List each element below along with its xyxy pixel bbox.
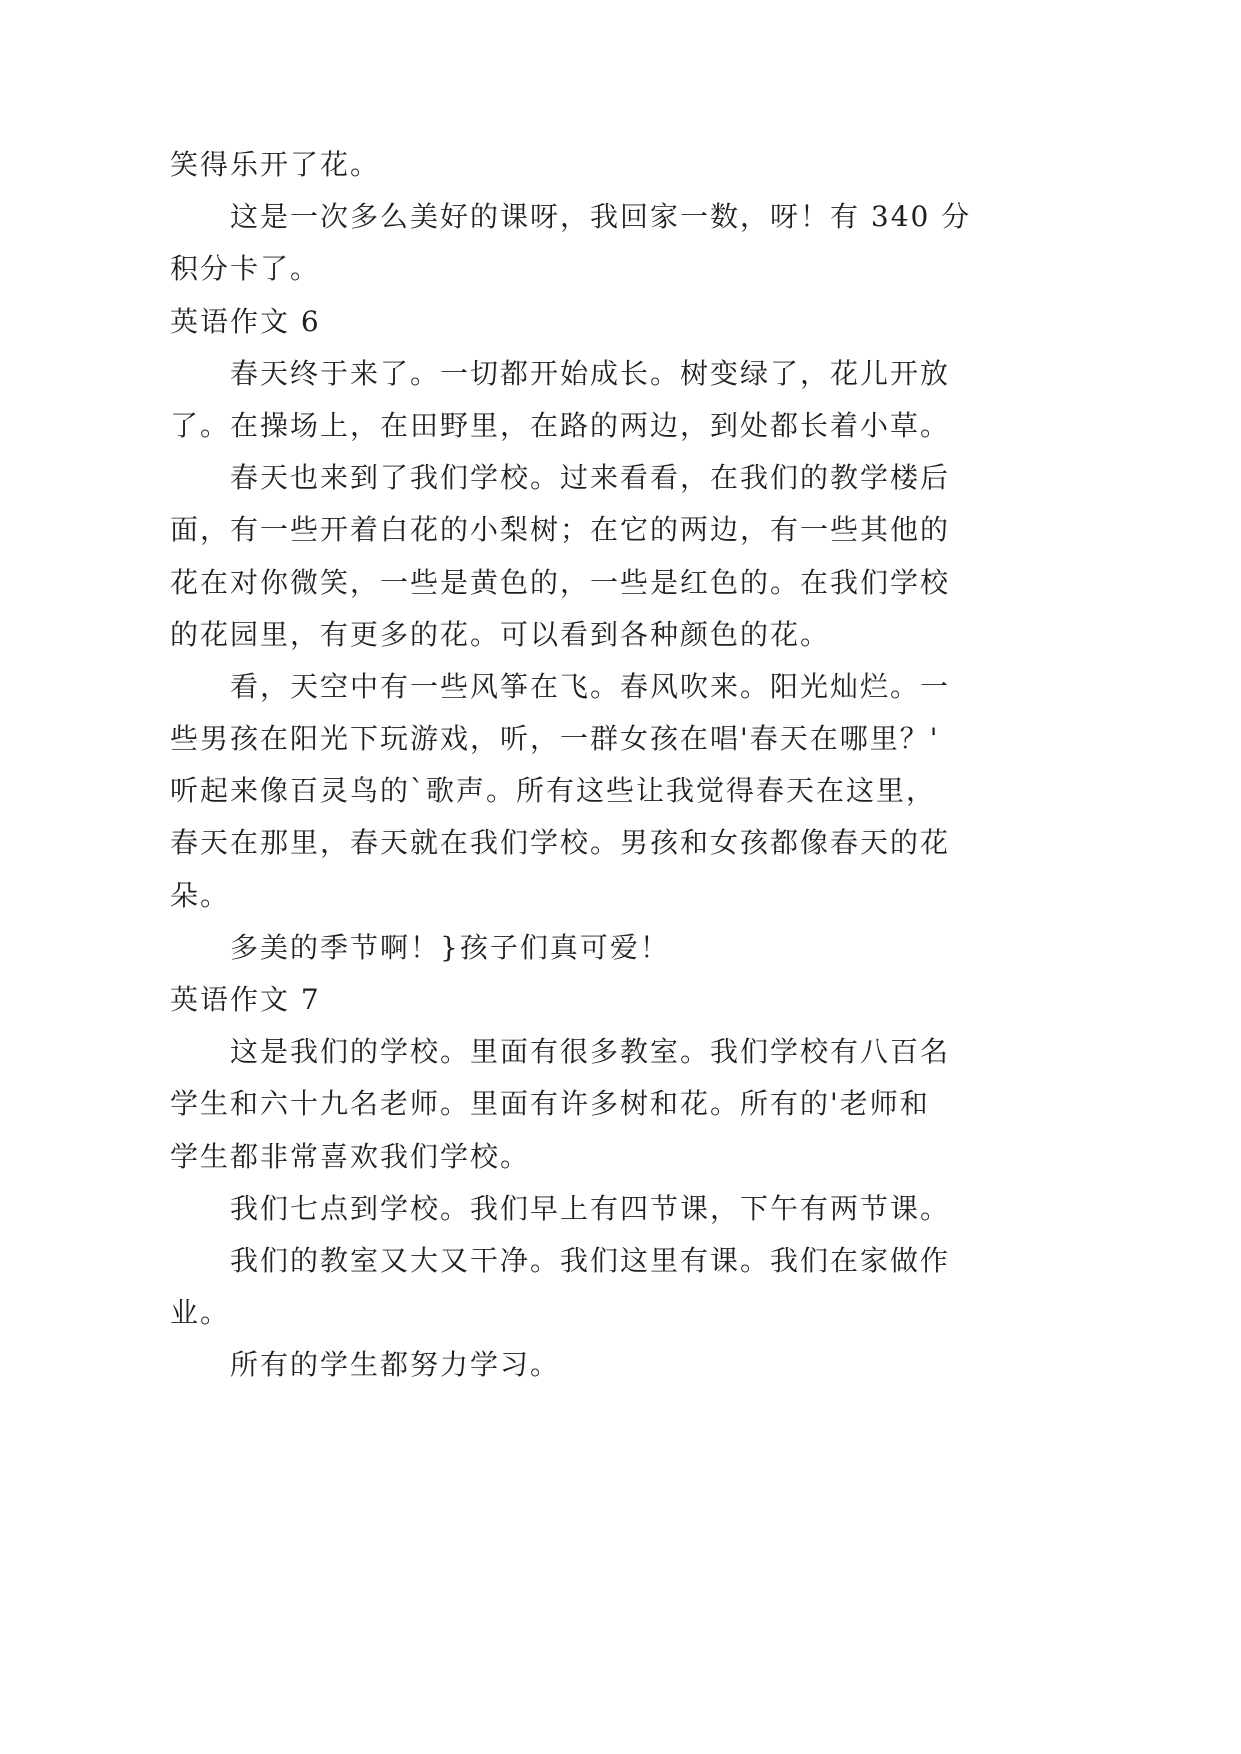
essay-heading: 英语作文 6	[170, 304, 321, 338]
paragraph	[170, 191, 1241, 295]
text-line: 的花园里，有更多的花。可以看到各种颜色的花。	[170, 617, 831, 651]
paragraph	[170, 661, 1241, 922]
paragraph	[170, 1183, 1241, 1235]
text-line: 花在对你微笑，一些是黄色的，一些是红色的。在我们学校	[170, 565, 951, 599]
text-line: 这是我们的学校。里面有很多教室。我们学校有八百名	[230, 1035, 951, 1069]
text-line: 学生和六十九名老师。里面有许多树和花。所有的'老师和	[170, 1087, 930, 1121]
text-line: 积分卡了。	[170, 252, 321, 286]
text-line: 所有的学生都努力学习。	[230, 1348, 561, 1382]
essay-6	[170, 296, 1241, 974]
text-line: 朵。	[170, 878, 231, 912]
essay-7	[170, 974, 1241, 1392]
paragraph	[170, 1235, 1241, 1339]
paragraph	[170, 1339, 1241, 1391]
paragraph	[170, 922, 1241, 974]
continued-text-line: 笑得乐开了花。	[170, 148, 381, 181]
text-line: 些男孩在阳光下玩游戏，听，一群女孩在唱'春天在哪里？'	[170, 722, 940, 756]
text-line: 业。	[170, 1296, 231, 1330]
text-line: 看，天空中有一些风筝在飞。春风吹来。阳光灿烂。一	[230, 669, 951, 703]
text-line: 春天也来到了我们学校。过来看看，在我们的教学楼后	[230, 461, 951, 495]
paragraph	[170, 348, 1241, 452]
text-line: 这是一次多么美好的课呀，我回家一数，呀！有 340 分	[230, 200, 972, 234]
text-line: 我们七点到学校。我们早上有四节课，下午有两节课。	[230, 1191, 951, 1225]
text-line: 我们的教室又大又干净。我们这里有课。我们在家做作	[230, 1243, 951, 1277]
text-line: 多美的季节啊！}孩子们真可爱！	[230, 930, 670, 964]
text-line: 听起来像百灵鸟的`歌声。所有这些让我觉得春天在这里，	[170, 774, 937, 808]
text-line: 了。在操场上，在田野里，在路的两边，到处都长着小草。	[170, 408, 951, 442]
text-line: 学生都非常喜欢我们学校。	[170, 1139, 531, 1173]
paragraph	[170, 1026, 1241, 1183]
previous-essay-fragment	[170, 139, 1241, 296]
text-line: 春天终于来了。一切都开始成长。树变绿了，花儿开放	[230, 356, 951, 390]
text-line: 春天在那里，春天就在我们学校。男孩和女孩都像春天的花	[170, 826, 951, 860]
text-line: 面，有一些开着白花的小梨树；在它的两边，有一些其他的	[170, 513, 951, 547]
paragraph	[170, 452, 1241, 661]
essay-heading: 英语作文 7	[170, 983, 321, 1016]
